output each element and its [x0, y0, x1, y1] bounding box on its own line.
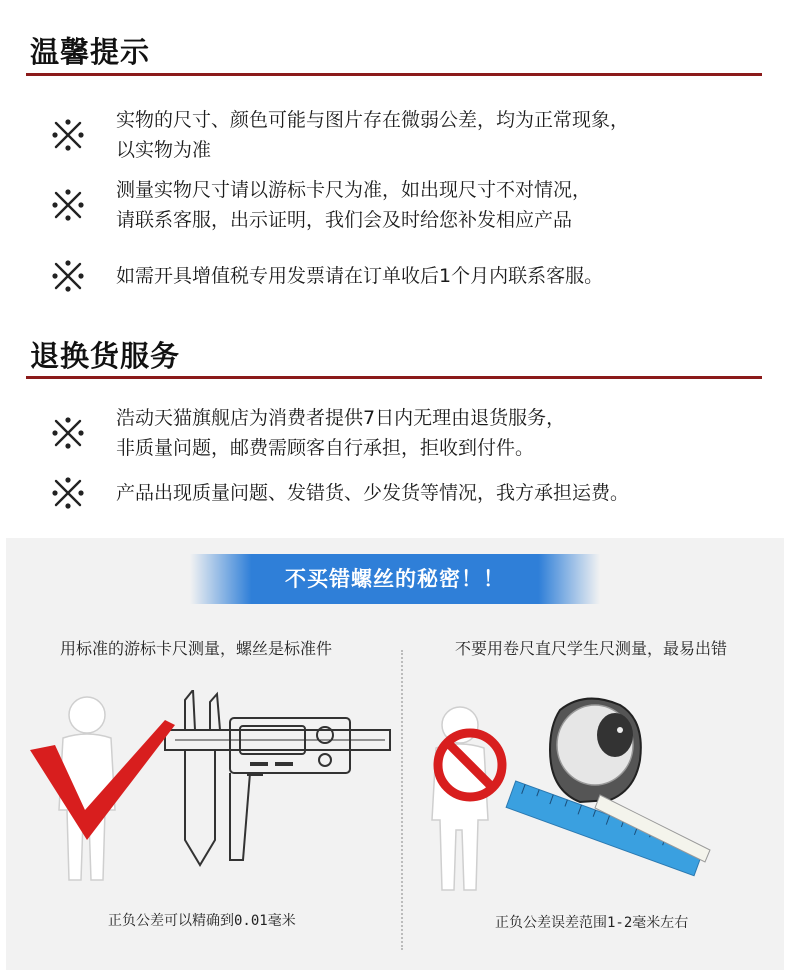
notice-item [50, 175, 591, 235]
returns-divider [26, 376, 762, 379]
left-caption: 用标准的游标卡尺测量，螺丝是标准件 [60, 639, 333, 658]
reference-mark-icon [50, 258, 86, 294]
notice-divider [26, 73, 762, 76]
right-footnote: 正负公差误差范围1-2毫米左右 [495, 915, 689, 931]
notice-item-text: 如需开具增值税专用发票请在订单收后1个月内联系客服。 [116, 265, 604, 287]
returns-title: 退换货服务 [30, 339, 181, 373]
tape-measure-illustration [410, 690, 770, 900]
returns-item [50, 403, 565, 463]
notice-item-text: 实物的尺寸、颜色可能与图片存在微弱公差，均为正常现象， 以实物为准 [116, 109, 630, 161]
notice-title: 温馨提示 [30, 35, 151, 69]
left-footnote: 正负公差可以精确到0.01毫米 [108, 913, 296, 929]
caliper-illustration [25, 690, 395, 900]
notice-item [50, 258, 603, 294]
panel-divider [401, 650, 403, 950]
notice-item [50, 105, 629, 165]
reference-mark-icon [50, 415, 86, 451]
right-caption: 不要用卷尺直尺学生尺测量，最易出错 [455, 639, 728, 658]
reference-mark-icon [50, 117, 86, 153]
reference-mark-icon [50, 187, 86, 223]
notice-item-text: 测量实物尺寸请以游标卡尺为准，如出现尺寸不对情况， 请联系客服，出示证明，我们会及时给您补发相应产品 [116, 179, 592, 231]
returns-item-text: 浩动天猫旗舰店为消费者提供7日内无理由退货服务， 非质量问题，邮费需顾客自行承担，拒收到付件。 [116, 407, 566, 459]
measure-banner-text: 不买错螺丝的秘密！！ [285, 567, 505, 591]
returns-item [50, 475, 629, 511]
returns-item-text: 产品出现质量问题、发错货、少发货等情况，我方承担运费。 [116, 482, 630, 504]
reference-mark-icon [50, 475, 86, 511]
measure-banner [190, 554, 600, 604]
